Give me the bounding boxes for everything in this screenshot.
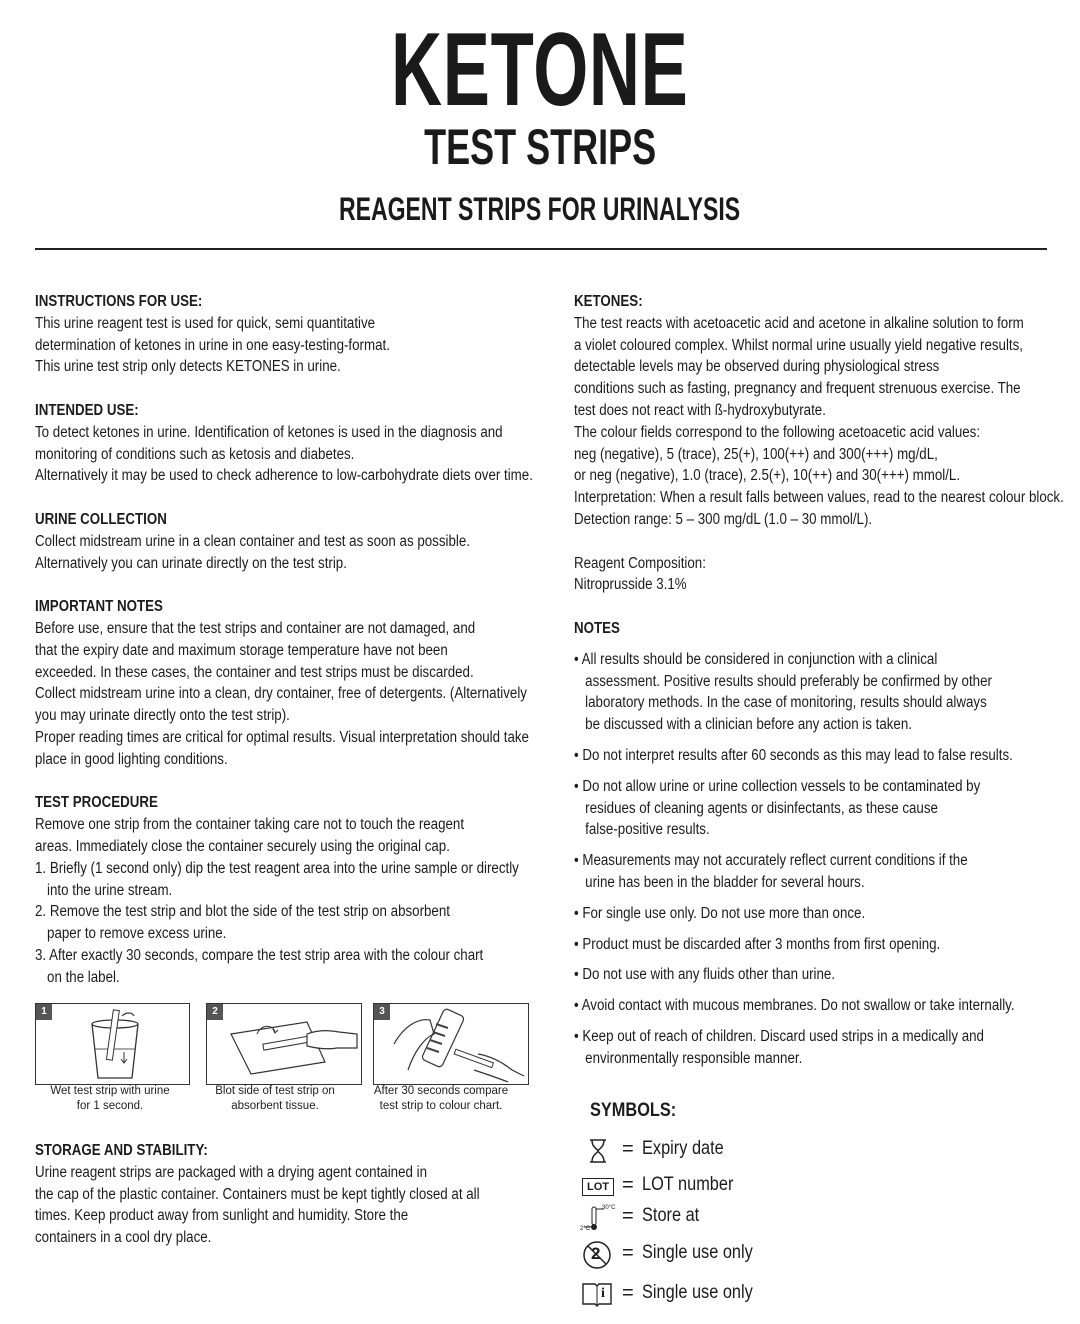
- intended-use-heading: INTENDED USE:: [35, 401, 139, 419]
- note-line: • For single use only. Do not use more than once.: [574, 904, 866, 922]
- instructions-line: This urine test strip only detects KETONES in urine.: [35, 358, 341, 376]
- intended-use-line: To detect ketones in urine. Identification of ketones is used in the diagnosis and: [35, 423, 503, 441]
- figure-number: 2: [207, 1004, 223, 1020]
- test-procedure-step: on the label.: [47, 968, 120, 986]
- urine-collection-line: Alternatively you can urinate directly on the test strip.: [35, 554, 347, 572]
- note-line: • Do not use with any fluids other than urine.: [574, 966, 836, 984]
- note-line: • Keep out of reach of children. Discard used strips in a medically and: [574, 1027, 984, 1045]
- ketones-line: The test reacts with acetoacetic acid and acetone in alkaline solution to form: [574, 314, 1024, 332]
- important-notes-line: Before use, ensure that the test strips and container are not damaged, and: [35, 619, 476, 637]
- ketones-line: or neg (negative), 1.0 (trace), 2.5(+), 10(++) and 30(+++) mmol/L.: [574, 467, 961, 485]
- notes-heading: NOTES: [574, 619, 620, 637]
- important-notes-line: you may urinate directly onto the test strip).: [35, 707, 290, 725]
- compare-color-chart-icon: [374, 1004, 528, 1084]
- note-line: • Product must be discarded after 3 months from first opening.: [574, 935, 941, 953]
- storage-line: containers in a cool dry place.: [35, 1229, 212, 1247]
- instructions-line: determination of ketones in urine in one easy-testing-format.: [35, 336, 390, 354]
- hourglass-icon: [580, 1136, 616, 1166]
- important-notes-line: that the expiry date and maximum storage temperature have not been: [35, 641, 448, 659]
- storage-line: the cap of the plastic container. Containers must be kept tightly closed at all: [35, 1185, 480, 1203]
- storage-section: [35, 1140, 555, 1249]
- procedure-figure-2: [206, 1003, 362, 1085]
- ketones-line: conditions such as fasting, pregnancy and frequent strenuous exercise. The: [574, 380, 1021, 398]
- test-procedure-step: 3. After exactly 30 seconds, compare the test strip area with the colour chart: [35, 946, 484, 964]
- note-bullet: [574, 649, 1054, 736]
- note-bullet: [574, 850, 1054, 894]
- note-line: • Do not interpret results after 60 seconds as this may lead to false results.: [574, 746, 1013, 764]
- reagent-composition-line: Nitroprusside 3.1%: [574, 576, 687, 594]
- blot-strip-icon: [207, 1004, 361, 1084]
- figure-1-caption: Wet test strip with urine for 1 second.: [50, 1085, 170, 1112]
- intended-use-line: Alternatively it may be used to check adherence to low-carbohydrate diets over time.: [35, 467, 533, 485]
- important-notes-line: Proper reading times are critical for optimal results. Visual interpretation should take: [35, 728, 529, 746]
- important-notes-line: place in good lighting conditions.: [35, 750, 228, 768]
- ketones-line: test does not react with ß-hydroxybutyrate.: [574, 401, 826, 419]
- symbol-label: Expiry date: [642, 1138, 724, 1159]
- ketones-line: a violet coloured complex. Whilst normal urine usually yield negative results,: [574, 336, 1023, 354]
- note-line: false-positive results.: [585, 821, 710, 839]
- do-not-reuse-icon: 2: [580, 1240, 616, 1270]
- note-line: laboratory methods. In the case of monitoring, results should always: [585, 694, 987, 712]
- urine-collection-heading: URINE COLLECTION: [35, 510, 167, 528]
- ketones-line: detectable levels may be observed during physiological stress: [574, 358, 940, 376]
- note-bullet: [574, 776, 1054, 841]
- figure-number: 3: [374, 1004, 390, 1020]
- important-notes-heading: IMPORTANT NOTES: [35, 598, 163, 616]
- note-bullet: [574, 934, 1054, 956]
- note-bullet: [574, 964, 1054, 986]
- notes-list: [574, 649, 1054, 1070]
- note-line: • Avoid contact with mucous membranes. Do not swallow or take internally.: [574, 997, 1015, 1015]
- ketones-line: Detection range: 5 – 300 mg/dL (1.0 – 30 mmol/L).: [574, 510, 873, 528]
- ketones-line: The colour fields correspond to the following acetoacetic acid values:: [574, 423, 981, 441]
- urine-collection-line: Collect midstream urine in a clean container and test as soon as possible.: [35, 532, 470, 550]
- test-procedure-step: 1. Briefly (1 second only) dip the test reagent area into the urine sample or directly: [35, 859, 519, 877]
- storage-line: times. Keep product away from sunlight and humidity. Store the: [35, 1207, 409, 1225]
- symbol-label: Store at: [642, 1205, 700, 1226]
- test-procedure-step: into the urine stream.: [47, 881, 173, 899]
- note-bullet: [574, 1026, 1054, 1070]
- ketones-heading: KETONES:: [574, 293, 643, 310]
- reagent-composition-line: Reagent Composition:: [574, 554, 706, 572]
- note-bullet: [574, 745, 1054, 767]
- note-line: assessment. Positive results should preferably be confirmed by other: [585, 672, 992, 690]
- symbol-label: LOT number: [642, 1174, 734, 1195]
- figure-3-caption: After 30 seconds compare test strip to colour chart.: [373, 1085, 509, 1112]
- product-subtitle: TEST STRIPS: [423, 119, 657, 175]
- test-procedure-heading: TEST PROCEDURE: [35, 794, 158, 812]
- important-notes-line: Collect midstream urine into a clean, dry container, free of detergents. (Alternatively: [35, 685, 527, 703]
- ketones-section: [574, 291, 1064, 1070]
- product-tagline: REAGENT STRIPS FOR URINALYSIS: [339, 191, 741, 227]
- storage-heading: STORAGE AND STABILITY:: [35, 1142, 208, 1159]
- symbol-label: Single use only: [642, 1282, 753, 1303]
- procedure-figure-1: [35, 1003, 190, 1085]
- product-title: KETONE: [391, 12, 689, 128]
- instructions-heading: INSTRUCTIONS FOR USE:: [35, 293, 203, 310]
- intended-use-line: monitoring of conditions such as ketosis and diabetes.: [35, 445, 355, 463]
- thermometer-icon: 30°C 2°C: [580, 1205, 616, 1232]
- cup-with-strip-icon: [36, 1004, 189, 1084]
- test-procedure-step: paper to remove excess urine.: [47, 925, 227, 943]
- ketones-line: neg (negative), 5 (trace), 25(+), 100(++) and 300(+++) mg/dL,: [574, 445, 938, 463]
- note-bullet: [574, 995, 1054, 1017]
- test-procedure-line: Remove one strip from the container taking care not to touch the reagent: [35, 816, 465, 834]
- note-line: be discussed with a clinician before any action is taken.: [585, 716, 912, 734]
- test-procedure-step: 2. Remove the test strip and blot the side of the test strip on absorbent: [35, 903, 450, 921]
- consult-instructions-icon: i: [580, 1280, 616, 1310]
- ketones-line: Interpretation: When a result falls between values, read to the nearest colour block.: [574, 489, 1064, 507]
- note-line: • Do not allow urine or urine collection vessels to be contaminated by: [574, 777, 981, 795]
- header-divider: [35, 248, 1047, 250]
- test-procedure-line: areas. Immediately close the container securely using the original cap.: [35, 837, 450, 855]
- symbols-heading: SYMBOLS:: [590, 1100, 677, 1121]
- lot-icon: LOT: [582, 1178, 614, 1196]
- important-notes-line: exceeded. In these cases, the container and test strips must be discarded.: [35, 663, 474, 681]
- note-line: • All results should be considered in conjunction with a clinical: [574, 650, 938, 668]
- note-line: urine has been in the bladder for several hours.: [585, 873, 865, 891]
- left-column: [35, 291, 555, 989]
- note-bullet: [574, 903, 1054, 925]
- note-line: residues of cleaning agents or disinfectants, as these cause: [585, 799, 938, 817]
- note-line: environmentally responsible manner.: [585, 1049, 803, 1067]
- symbol-label: Single use only: [642, 1242, 753, 1263]
- figure-number: 1: [36, 1004, 52, 1020]
- note-line: • Measurements may not accurately reflect current conditions if the: [574, 852, 968, 870]
- instructions-line: This urine reagent test is used for quick, semi quantitative: [35, 314, 376, 332]
- figure-2-caption: Blot side of test strip on absorbent tissue.: [215, 1085, 335, 1112]
- procedure-figure-3: [373, 1003, 529, 1085]
- storage-line: Urine reagent strips are packaged with a drying agent contained in: [35, 1163, 427, 1181]
